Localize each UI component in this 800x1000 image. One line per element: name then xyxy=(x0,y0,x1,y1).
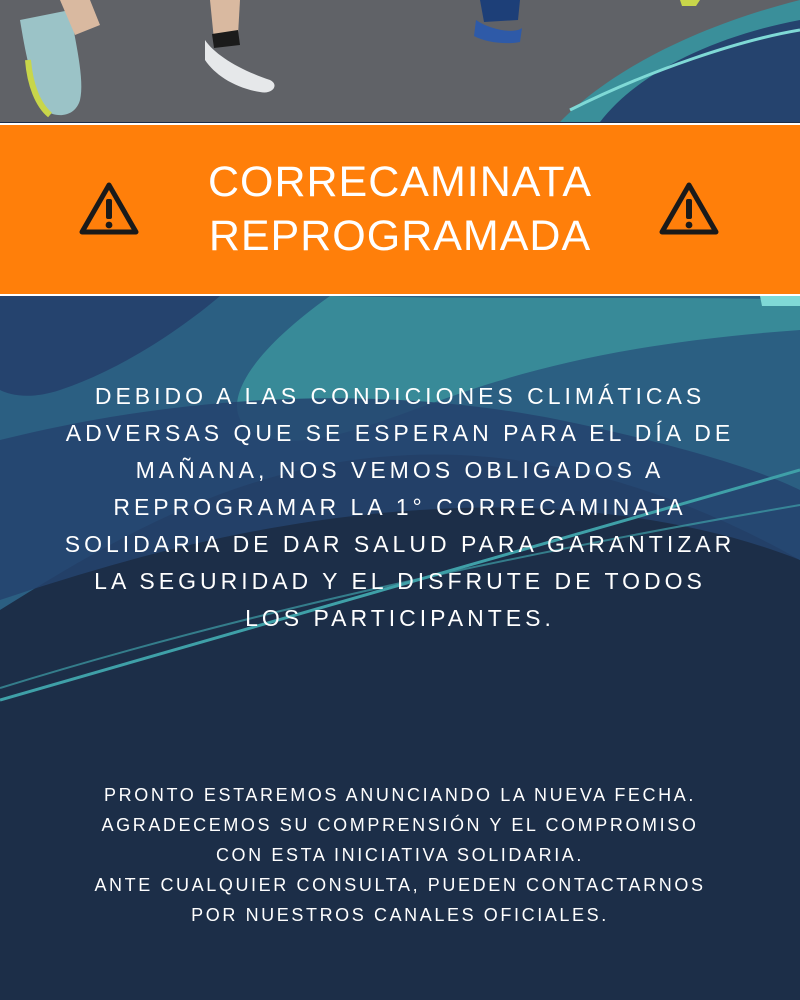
footer-line: ANTE CUALQUIER CONSULTA, PUEDEN CONTACTARNOS xyxy=(94,875,706,895)
footer-note xyxy=(20,780,780,930)
warning-icon xyxy=(658,181,720,237)
footer-line: POR NUESTROS CANALES OFICIALES. xyxy=(191,905,609,925)
announcement-line: SOLIDARIA DE DAR SALUD PARA GARANTIZAR xyxy=(64,531,736,557)
announcement-text xyxy=(20,378,780,637)
warning-icon xyxy=(78,181,140,237)
announcement-line: LA SEGURIDAD Y EL DISFRUTE DE TODOS xyxy=(94,568,706,594)
title-banner xyxy=(0,123,800,296)
runners-photo xyxy=(0,0,800,122)
runners-photo-graphic xyxy=(0,0,800,122)
footer-line: CON ESTA INICIATIVA SOLIDARIA. xyxy=(215,845,585,865)
announcement-line: LOS PARTICIPANTES. xyxy=(245,605,555,631)
banner-title-line: REPROGRAMADA xyxy=(208,212,592,260)
announcement-line: DEBIDO A LAS CONDICIONES CLIMÁTICAS xyxy=(94,383,706,409)
footer-line: AGRADECEMOS SU COMPRENSIÓN Y EL COMPROMISO xyxy=(101,815,699,835)
announcement-line: MAÑANA, NOS VEMOS OBLIGADOS A xyxy=(135,457,665,483)
footer-line: PRONTO ESTAREMOS ANUNCIANDO LA NUEVA FECHA. xyxy=(104,785,696,805)
announcement-line: REPROGRAMAR LA 1° CORRECAMINATA xyxy=(113,494,687,520)
banner-title-line: CORRECAMINATA xyxy=(207,158,593,206)
announcement-line: ADVERSAS QUE SE ESPERAN PARA EL DÍA DE xyxy=(65,420,735,446)
banner-title xyxy=(150,155,650,263)
